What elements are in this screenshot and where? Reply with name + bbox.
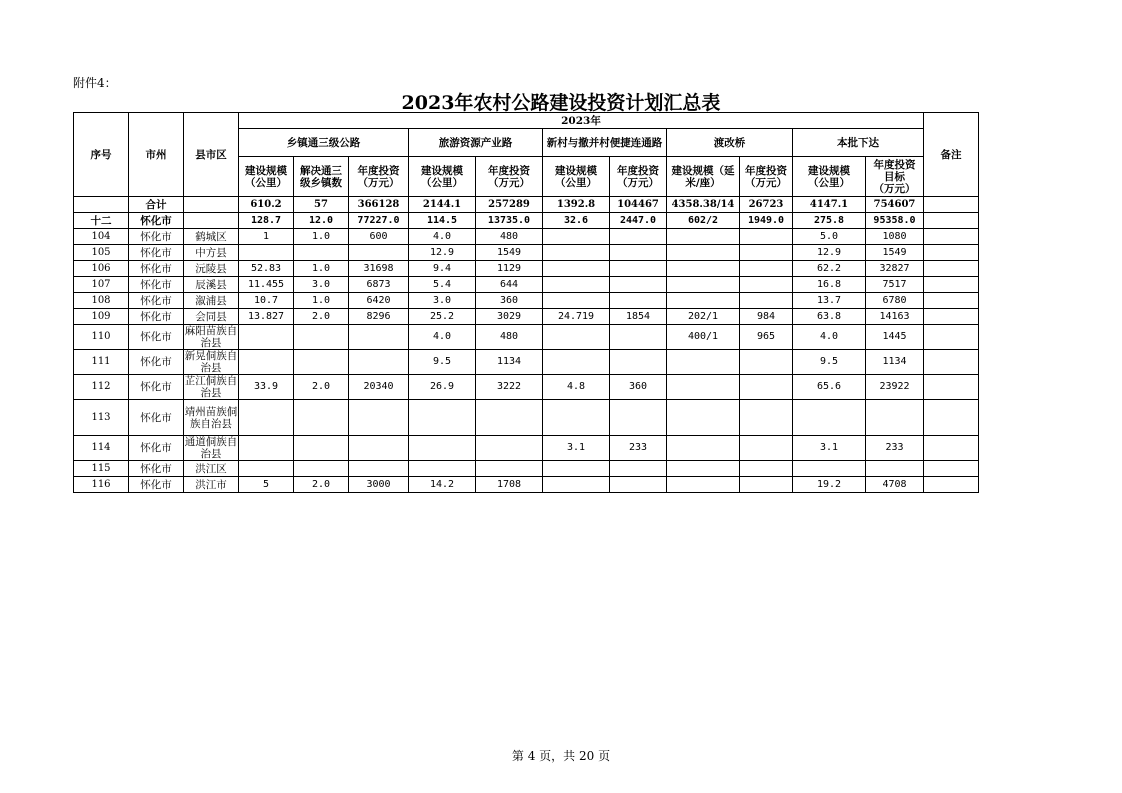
row-value: 9.5 bbox=[409, 350, 476, 375]
row-value bbox=[476, 436, 543, 461]
row-city: 怀化市 bbox=[129, 261, 184, 277]
row-value bbox=[409, 461, 476, 477]
subtotal-value: 1949.0 bbox=[740, 213, 793, 229]
row-value: 16.8 bbox=[793, 277, 866, 293]
row-value bbox=[349, 400, 409, 436]
row-seq: 109 bbox=[74, 309, 129, 325]
totals-value: 257289 bbox=[476, 197, 543, 213]
row-value: 52.83 bbox=[239, 261, 294, 277]
table-row bbox=[74, 245, 979, 261]
col-header: 年度投资 （万元） bbox=[610, 157, 667, 197]
row-value bbox=[610, 293, 667, 309]
row-value bbox=[740, 229, 793, 245]
row-value: 4.8 bbox=[543, 375, 610, 400]
col-header: 解决通三 级乡镇数 bbox=[294, 157, 349, 197]
row-value bbox=[740, 293, 793, 309]
row-value bbox=[667, 245, 740, 261]
row-value: 3222 bbox=[476, 375, 543, 400]
row-value: 19.2 bbox=[793, 477, 866, 493]
row-value bbox=[294, 350, 349, 375]
row-value: 360 bbox=[610, 375, 667, 400]
row-value bbox=[610, 400, 667, 436]
row-value: 31698 bbox=[349, 261, 409, 277]
row-seq: 116 bbox=[74, 477, 129, 493]
row-value bbox=[349, 350, 409, 375]
row-value: 3029 bbox=[476, 309, 543, 325]
header-year: 2023年 bbox=[239, 113, 924, 129]
row-value: 26.9 bbox=[409, 375, 476, 400]
row-county: 洪江区 bbox=[184, 461, 239, 477]
row-value bbox=[667, 477, 740, 493]
row-value: 1854 bbox=[610, 309, 667, 325]
col-header: 年度投资 （万元） bbox=[740, 157, 793, 197]
row-value bbox=[294, 325, 349, 350]
row-city: 怀化市 bbox=[129, 375, 184, 400]
header-remark: 备注 bbox=[924, 113, 979, 197]
table-row bbox=[74, 350, 979, 375]
row-value: 600 bbox=[349, 229, 409, 245]
col-header: 建设规模 （公里） bbox=[239, 157, 294, 197]
row-county: 芷江侗族自治县 bbox=[184, 375, 238, 399]
row-value: 14163 bbox=[866, 309, 924, 325]
row-value bbox=[793, 461, 866, 477]
row-value bbox=[476, 461, 543, 477]
row-value bbox=[667, 293, 740, 309]
row-value: 1134 bbox=[476, 350, 543, 375]
row-value: 13.7 bbox=[793, 293, 866, 309]
row-value bbox=[294, 400, 349, 436]
row-value bbox=[409, 400, 476, 436]
row-county: 辰溪县 bbox=[184, 277, 239, 293]
remark-cell bbox=[924, 277, 979, 293]
totals-value: 610.2 bbox=[239, 197, 294, 213]
row-value: 4.0 bbox=[409, 325, 476, 350]
row-seq: 115 bbox=[74, 461, 129, 477]
row-value: 7517 bbox=[866, 277, 924, 293]
remark-cell bbox=[924, 213, 979, 229]
col-header: 建设规模 （公里） bbox=[793, 157, 866, 197]
table-row bbox=[74, 375, 979, 400]
row-county: 会同县 bbox=[184, 309, 239, 325]
row-value: 5.4 bbox=[409, 277, 476, 293]
group-newvillage: 新村与撤并村便捷连通路 bbox=[543, 129, 667, 157]
page-title: 2023年农村公路建设投资计划汇总表 bbox=[401, 92, 721, 114]
remark-cell bbox=[924, 309, 979, 325]
row-value: 233 bbox=[610, 436, 667, 461]
subtotal-value: 114.5 bbox=[409, 213, 476, 229]
subtotal-value: 77227.0 bbox=[349, 213, 409, 229]
row-value bbox=[239, 461, 294, 477]
row-seq: 106 bbox=[74, 261, 129, 277]
row-value bbox=[543, 229, 610, 245]
row-value bbox=[740, 245, 793, 261]
table-row bbox=[74, 477, 979, 493]
row-value: 33.9 bbox=[239, 375, 294, 400]
row-value bbox=[667, 375, 740, 400]
group-tourism: 旅游资源产业路 bbox=[409, 129, 543, 157]
row-seq: 105 bbox=[74, 245, 129, 261]
row-value: 400/1 bbox=[667, 325, 740, 350]
row-value: 360 bbox=[476, 293, 543, 309]
row-county: 中方县 bbox=[184, 245, 239, 261]
subtotal-value: 12.0 bbox=[294, 213, 349, 229]
remark-cell bbox=[924, 293, 979, 309]
subtotal-seq: 十二 bbox=[74, 213, 129, 229]
row-value: 1549 bbox=[866, 245, 924, 261]
totals-seq bbox=[74, 197, 129, 213]
row-value bbox=[476, 400, 543, 436]
row-county: 鹤城区 bbox=[184, 229, 239, 245]
row-city: 怀化市 bbox=[129, 477, 184, 493]
row-value bbox=[543, 461, 610, 477]
remark-cell bbox=[924, 477, 979, 493]
row-value bbox=[667, 400, 740, 436]
table-row bbox=[74, 325, 979, 350]
row-value bbox=[610, 277, 667, 293]
row-value: 24.719 bbox=[543, 309, 610, 325]
row-value: 1.0 bbox=[294, 261, 349, 277]
row-value: 1.0 bbox=[294, 229, 349, 245]
totals-row bbox=[74, 197, 979, 213]
group-batch: 本批下达 bbox=[793, 129, 924, 157]
remark-cell bbox=[924, 245, 979, 261]
row-value bbox=[543, 477, 610, 493]
row-value bbox=[409, 436, 476, 461]
subtotal-value: 275.8 bbox=[793, 213, 866, 229]
row-value: 6420 bbox=[349, 293, 409, 309]
row-value: 32827 bbox=[866, 261, 924, 277]
subtotal-county bbox=[184, 213, 239, 229]
row-value bbox=[667, 277, 740, 293]
row-county: 沅陵县 bbox=[184, 261, 239, 277]
row-value: 14.2 bbox=[409, 477, 476, 493]
row-value bbox=[866, 400, 924, 436]
row-value: 1129 bbox=[476, 261, 543, 277]
row-value: 3.1 bbox=[543, 436, 610, 461]
row-value bbox=[543, 325, 610, 350]
row-value: 11.455 bbox=[239, 277, 294, 293]
totals-county bbox=[184, 197, 239, 213]
col-header: 建设规模（延 米/座） bbox=[667, 157, 740, 197]
row-city: 怀化市 bbox=[129, 400, 184, 436]
row-value bbox=[740, 461, 793, 477]
subtotal-value: 128.7 bbox=[239, 213, 294, 229]
row-value bbox=[610, 461, 667, 477]
row-seq: 113 bbox=[74, 400, 129, 436]
table-row bbox=[74, 309, 979, 325]
row-value bbox=[667, 229, 740, 245]
col-header: 建设规模 （公里） bbox=[409, 157, 476, 197]
totals-value: 366128 bbox=[349, 197, 409, 213]
totals-value: 104467 bbox=[610, 197, 667, 213]
remark-cell bbox=[924, 229, 979, 245]
row-value: 3.0 bbox=[294, 277, 349, 293]
row-value: 2.0 bbox=[294, 309, 349, 325]
row-value: 23922 bbox=[866, 375, 924, 400]
row-value: 63.8 bbox=[793, 309, 866, 325]
row-value bbox=[239, 400, 294, 436]
remark-cell bbox=[924, 400, 979, 436]
subtotal-city: 怀化市 bbox=[129, 213, 184, 229]
row-value: 644 bbox=[476, 277, 543, 293]
row-value: 25.2 bbox=[409, 309, 476, 325]
row-value: 4.0 bbox=[793, 325, 866, 350]
row-value: 12.9 bbox=[409, 245, 476, 261]
row-county: 麻阳苗族自治县 bbox=[184, 325, 238, 349]
row-city: 怀化市 bbox=[129, 293, 184, 309]
totals-value: 754607 bbox=[866, 197, 924, 213]
row-value: 2.0 bbox=[294, 477, 349, 493]
table-row bbox=[74, 436, 979, 461]
row-value bbox=[740, 400, 793, 436]
row-value bbox=[866, 461, 924, 477]
row-value: 4.0 bbox=[409, 229, 476, 245]
row-city: 怀化市 bbox=[129, 229, 184, 245]
row-county: 靖州苗族侗族自治县 bbox=[184, 400, 239, 436]
row-value: 8296 bbox=[349, 309, 409, 325]
subtotal-value: 13735.0 bbox=[476, 213, 543, 229]
row-value: 1445 bbox=[866, 325, 924, 350]
row-seq: 114 bbox=[74, 436, 129, 461]
remark-cell bbox=[924, 261, 979, 277]
row-value bbox=[740, 277, 793, 293]
row-value bbox=[239, 436, 294, 461]
table-row bbox=[74, 261, 979, 277]
row-value bbox=[543, 245, 610, 261]
row-value bbox=[740, 375, 793, 400]
row-value: 5 bbox=[239, 477, 294, 493]
remark-cell bbox=[924, 350, 979, 375]
subtotal-value: 602/2 bbox=[667, 213, 740, 229]
row-city: 怀化市 bbox=[129, 350, 184, 375]
row-seq: 110 bbox=[74, 325, 129, 350]
subtotal-value: 32.6 bbox=[543, 213, 610, 229]
row-value bbox=[610, 325, 667, 350]
row-value: 1708 bbox=[476, 477, 543, 493]
subtotal-value: 2447.0 bbox=[610, 213, 667, 229]
col-header: 建设规模 （公里） bbox=[543, 157, 610, 197]
row-value: 3.0 bbox=[409, 293, 476, 309]
row-value: 4708 bbox=[866, 477, 924, 493]
row-value bbox=[610, 350, 667, 375]
subtotal-row bbox=[74, 213, 979, 229]
row-value: 20340 bbox=[349, 375, 409, 400]
row-value bbox=[667, 461, 740, 477]
table-row bbox=[74, 461, 979, 477]
row-value bbox=[294, 245, 349, 261]
row-value: 6873 bbox=[349, 277, 409, 293]
row-city: 怀化市 bbox=[129, 245, 184, 261]
row-value: 13.827 bbox=[239, 309, 294, 325]
row-city: 怀化市 bbox=[129, 461, 184, 477]
row-seq: 111 bbox=[74, 350, 129, 375]
row-value: 233 bbox=[866, 436, 924, 461]
page-footer: 第 4 页，共 20 页 bbox=[511, 749, 611, 763]
totals-value: 2144.1 bbox=[409, 197, 476, 213]
row-value: 6780 bbox=[866, 293, 924, 309]
row-value bbox=[667, 436, 740, 461]
row-county: 通道侗族自治县 bbox=[184, 436, 238, 460]
row-value bbox=[349, 245, 409, 261]
row-city: 怀化市 bbox=[129, 277, 184, 293]
row-value: 1134 bbox=[866, 350, 924, 375]
row-value bbox=[610, 245, 667, 261]
row-seq: 104 bbox=[74, 229, 129, 245]
header-row-year bbox=[74, 113, 979, 129]
attachment-label: 附件4： bbox=[73, 76, 117, 90]
row-value: 10.7 bbox=[239, 293, 294, 309]
row-value bbox=[349, 436, 409, 461]
row-value bbox=[543, 350, 610, 375]
row-county: 洪江市 bbox=[184, 477, 239, 493]
row-value: 1549 bbox=[476, 245, 543, 261]
row-value bbox=[239, 350, 294, 375]
row-value: 1.0 bbox=[294, 293, 349, 309]
totals-value: 26723 bbox=[740, 197, 793, 213]
row-value bbox=[349, 325, 409, 350]
totals-label: 合计 bbox=[129, 197, 184, 213]
row-value bbox=[793, 400, 866, 436]
table-row bbox=[74, 400, 979, 436]
row-value: 5.0 bbox=[793, 229, 866, 245]
row-value: 2.0 bbox=[294, 375, 349, 400]
row-value: 9.5 bbox=[793, 350, 866, 375]
remark-cell bbox=[924, 325, 979, 350]
row-seq: 112 bbox=[74, 375, 129, 400]
remark-cell bbox=[924, 461, 979, 477]
table-row bbox=[74, 277, 979, 293]
header-seq: 序号 bbox=[74, 113, 129, 197]
row-value: 9.4 bbox=[409, 261, 476, 277]
row-value: 1 bbox=[239, 229, 294, 245]
row-value bbox=[543, 400, 610, 436]
row-value: 984 bbox=[740, 309, 793, 325]
row-value bbox=[740, 350, 793, 375]
row-value: 3.1 bbox=[793, 436, 866, 461]
group-township: 乡镇通三级公路 bbox=[239, 129, 409, 157]
table-row bbox=[74, 293, 979, 309]
col-header: 年度投资 目标 （万元） bbox=[866, 157, 924, 197]
col-header: 年度投资 （万元） bbox=[349, 157, 409, 197]
row-value bbox=[740, 477, 793, 493]
row-value bbox=[667, 261, 740, 277]
row-value: 202/1 bbox=[667, 309, 740, 325]
col-header: 年度投资 （万元） bbox=[476, 157, 543, 197]
row-value bbox=[543, 293, 610, 309]
header-city: 市州 bbox=[129, 113, 184, 197]
row-value bbox=[294, 436, 349, 461]
row-value bbox=[543, 261, 610, 277]
row-value: 965 bbox=[740, 325, 793, 350]
row-city: 怀化市 bbox=[129, 436, 184, 461]
row-value bbox=[610, 229, 667, 245]
row-value bbox=[349, 461, 409, 477]
row-value bbox=[239, 325, 294, 350]
row-value bbox=[667, 350, 740, 375]
row-value: 480 bbox=[476, 325, 543, 350]
row-city: 怀化市 bbox=[129, 309, 184, 325]
remark-cell bbox=[924, 197, 979, 213]
subtotal-value: 95358.0 bbox=[866, 213, 924, 229]
header-county: 县市区 bbox=[184, 113, 239, 197]
row-value: 480 bbox=[476, 229, 543, 245]
row-value: 3000 bbox=[349, 477, 409, 493]
row-value bbox=[239, 245, 294, 261]
remark-cell bbox=[924, 436, 979, 461]
totals-value: 1392.8 bbox=[543, 197, 610, 213]
row-seq: 107 bbox=[74, 277, 129, 293]
group-ferry: 渡改桥 bbox=[667, 129, 793, 157]
row-value bbox=[740, 261, 793, 277]
row-value bbox=[610, 477, 667, 493]
row-seq: 108 bbox=[74, 293, 129, 309]
row-value bbox=[294, 461, 349, 477]
investment-summary-table bbox=[73, 112, 979, 493]
totals-value: 57 bbox=[294, 197, 349, 213]
row-value bbox=[610, 261, 667, 277]
row-value: 62.2 bbox=[793, 261, 866, 277]
row-value: 1080 bbox=[866, 229, 924, 245]
row-city: 怀化市 bbox=[129, 325, 184, 350]
table-row bbox=[74, 229, 979, 245]
totals-value: 4358.38/14 bbox=[667, 197, 740, 213]
row-value bbox=[543, 277, 610, 293]
row-value: 12.9 bbox=[793, 245, 866, 261]
row-county: 新晃侗族自治县 bbox=[184, 350, 238, 374]
row-value: 65.6 bbox=[793, 375, 866, 400]
row-value bbox=[740, 436, 793, 461]
row-county: 溆浦县 bbox=[184, 293, 239, 309]
totals-value: 4147.1 bbox=[793, 197, 866, 213]
remark-cell bbox=[924, 375, 979, 400]
